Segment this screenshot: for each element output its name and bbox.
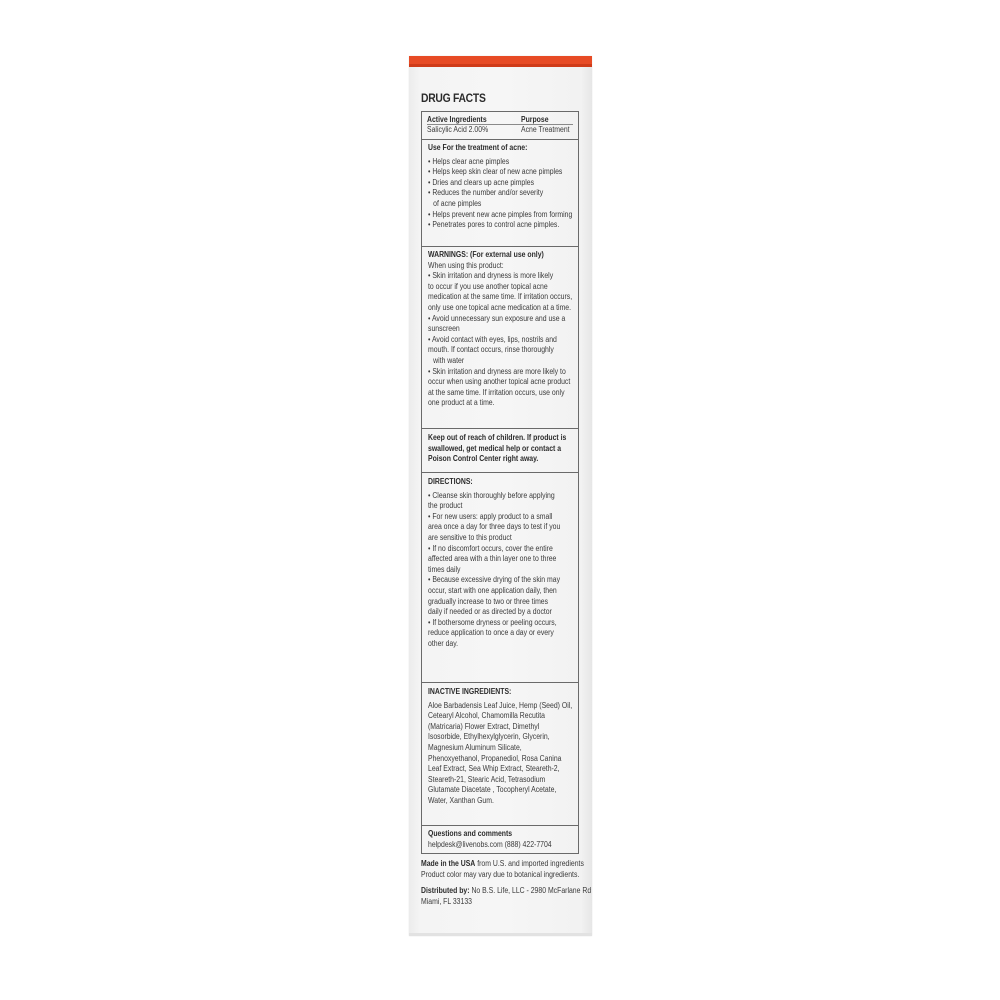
inactive-line: Cetearyl Alcohol, Chamomilla Recutita: [428, 711, 546, 721]
directions-line: occur, start with one application daily, then: [428, 585, 557, 595]
keep-out-line: swallowed, get medical help or contact a: [428, 443, 562, 453]
inactive-line: Steareth-21, Stearic Acid, Tetrasodium: [428, 774, 546, 784]
inactive-line: Magnesium Aluminum Silicate,: [428, 742, 522, 752]
inactive-line: (Matricaria) Flower Extract, Dimethyl: [428, 721, 540, 731]
label-footer: [421, 859, 593, 907]
directions-line: other day.: [428, 638, 459, 648]
inactive-line: Glutamate Diacetate , Tocopheryl Acetate,: [428, 785, 557, 795]
use-line: • Penetrates pores to control acne pimples.: [428, 220, 560, 230]
inactive-line: Isosorbide, Ethylhexylglycerin, Glycerin,: [428, 732, 550, 742]
orange-top-band: [409, 56, 592, 67]
distributed-by-label: Distributed by:: [421, 886, 470, 896]
warnings-line: sunscreen: [428, 324, 460, 334]
directions-line: reduce application to once a day or every: [428, 628, 554, 638]
inactive-line: Aloe Barbadensis Leaf Juice, Hemp (Seed) Oil,: [428, 700, 573, 710]
use-line: • Helps clear acne pimples: [428, 156, 510, 166]
warnings-line: • Avoid unnecessary sun exposure and use a: [428, 313, 566, 323]
directions-line: • For new users: apply product to a small: [428, 511, 553, 521]
questions-heading: Questions and comments: [428, 829, 513, 838]
directions-line: • If no discomfort occurs, cover the entire: [428, 543, 553, 553]
drug-facts-title: DRUG FACTS: [421, 93, 486, 105]
warnings-heading: WARNINGS: (For external use only): [428, 250, 544, 259]
questions-section: [422, 825, 578, 853]
warnings-section: [422, 246, 578, 428]
directions-line: the product: [428, 501, 463, 511]
directions-heading: DIRECTIONS:: [428, 477, 473, 486]
active-ingredients-header: Active Ingredients: [427, 115, 487, 124]
made-in-usa-label: Made in the USA: [421, 859, 476, 868]
use-line: • Helps keep skin clear of new acne pimples: [428, 167, 563, 177]
directions-section: [422, 472, 578, 682]
warnings-line: • Skin irritation and dryness is more likely: [428, 271, 554, 281]
inactive-line: Water, Xanthan Gum.: [428, 795, 494, 805]
use-line: • Dries and clears up acne pimples: [428, 177, 535, 187]
warnings-line: • Avoid contact with eyes, lips, nostrils and: [428, 334, 557, 344]
warnings-line: medication at the same time. If irritation occurs,: [428, 292, 573, 302]
keep-out-section: [422, 428, 578, 472]
directions-line: daily if needed or as directed by a doctor: [428, 607, 552, 617]
distributor-city: Miami, FL 33133: [421, 896, 472, 906]
use-line: of acne pimples: [433, 198, 482, 208]
use-heading: Use For the treatment of acne:: [428, 143, 528, 152]
inactive-ingredients-section: [422, 682, 578, 825]
active-ingredient-value: Salicylic Acid 2.00%: [427, 125, 489, 134]
warnings-line: mouth. If contact occurs, rinse thoroughly: [428, 345, 554, 355]
directions-line: • Cleanse skin thoroughly before applying: [428, 490, 555, 500]
inactive-line: Leaf Extract, Sea Whip Extract, Steareth-2,: [428, 764, 560, 774]
purpose-header: Purpose: [521, 115, 549, 124]
directions-line: are sensitive to this product: [428, 532, 512, 542]
warnings-line: at the same time. If irritation occurs, use only: [428, 387, 565, 397]
box-bottom-edge: [409, 933, 592, 936]
drug-facts-panel: [421, 111, 579, 854]
warnings-line: occur when using another topical acne product: [428, 377, 571, 387]
directions-line: times daily: [428, 564, 461, 574]
use-line: • Helps prevent new acne pimples from forming: [428, 209, 573, 219]
use-line: • Reduces the number and/or severity: [428, 188, 544, 198]
color-note: Product color may vary due to botanical ingredients.: [421, 869, 580, 879]
distributed-by-line: [421, 886, 593, 897]
inactive-line: Phenoxyethanol, Propanediol, Rosa Canina: [428, 753, 562, 763]
warnings-line: with water: [433, 355, 465, 365]
inactive-heading: INACTIVE INGREDIENTS:: [428, 687, 512, 696]
purpose-value: Acne Treatment: [521, 125, 570, 134]
use-section: [422, 139, 578, 246]
warnings-line: When using this product:: [428, 260, 504, 270]
distributed-by-text: No B.S. Life, LLC - 2980 McFarlane Rd: [469, 886, 592, 896]
directions-line: area once a day for three days to test if you: [428, 522, 561, 532]
product-box: [409, 56, 592, 936]
active-ingredients-section: [422, 112, 578, 139]
warnings-line: to occur if you use another topical acne: [428, 281, 548, 291]
warnings-line: one product at a time.: [428, 398, 495, 408]
directions-line: • Because excessive drying of the skin may: [428, 575, 561, 585]
warnings-line: • Skin irritation and dryness are more likely to: [428, 366, 566, 376]
directions-line: affected area with a thin layer one to three: [428, 554, 557, 564]
made-in-usa-text: from U.S. and imported ingredients: [475, 859, 584, 868]
keep-out-line: Keep out of reach of children. If product is: [428, 433, 567, 442]
directions-line: gradually increase to two or three times: [428, 596, 549, 606]
warnings-line: only use one topical acne medication at a time.: [428, 302, 572, 312]
questions-contact: helpdesk@livenobs.com (888) 422-7704: [428, 839, 552, 849]
made-in-usa-line: [421, 859, 593, 870]
keep-out-line: Poison Control Center right away.: [428, 454, 539, 464]
directions-line: • If bothersome dryness or peeling occurs,: [428, 617, 557, 627]
